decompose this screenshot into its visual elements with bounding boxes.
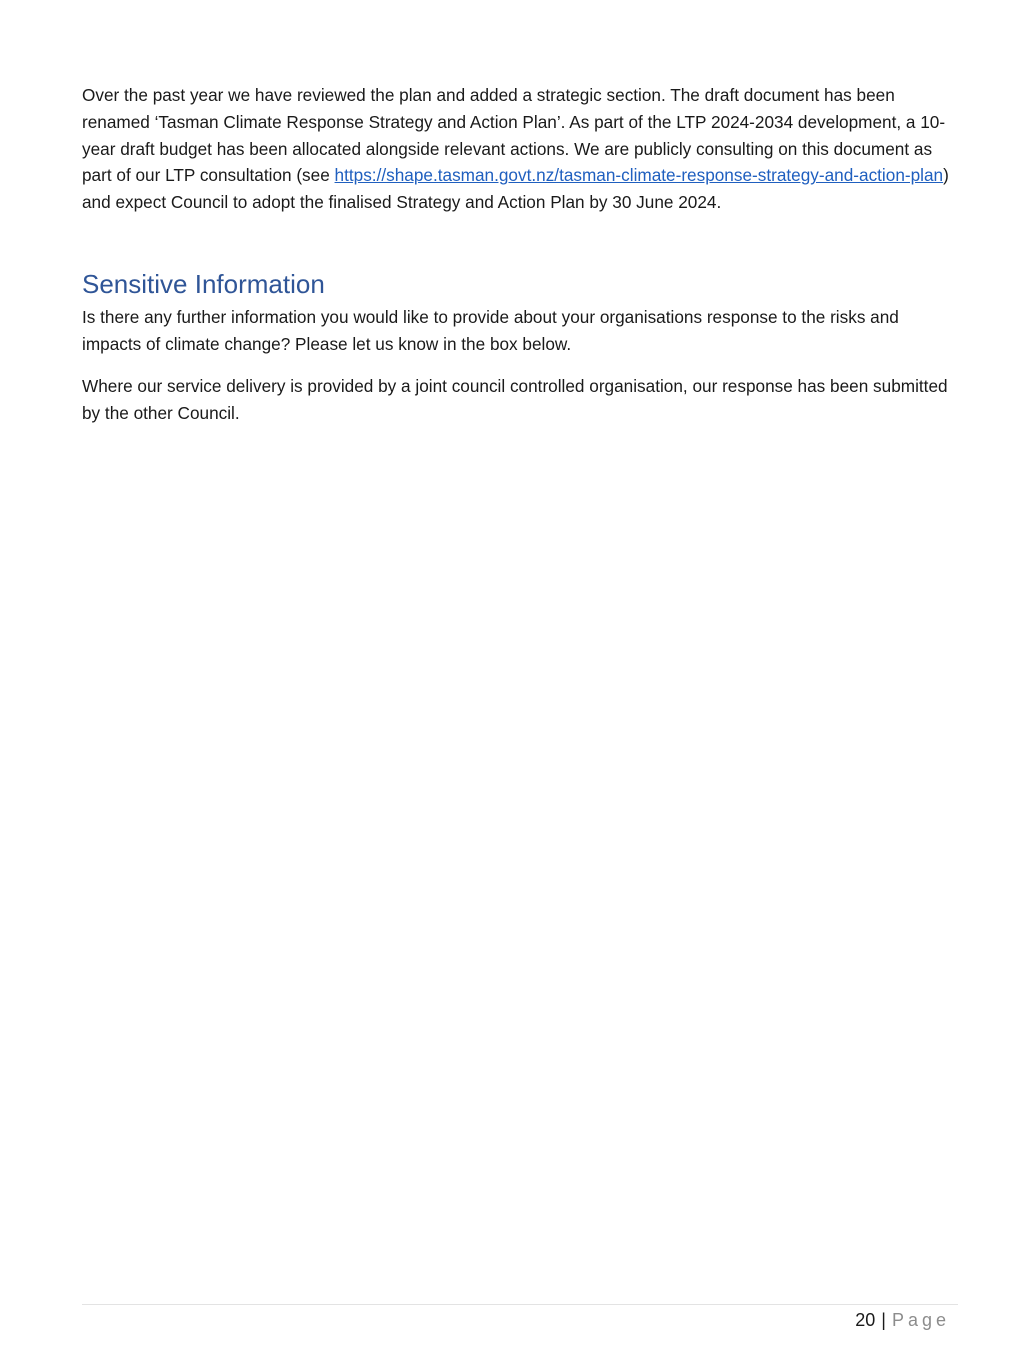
footer-separator: |	[881, 1310, 886, 1330]
strategy-link[interactable]: https://shape.tasman.govt.nz/tasman-climate-response-strategy-and-action-plan	[334, 165, 944, 186]
page-footer	[855, 1307, 950, 1333]
intro-text-start: Over the past year we have reviewed the plan and added a strategic section. The draft document has been renamed ‘Tasman Climate Response Strategy and Action Plan’. As part of the LTP 2024-2034 development, a 10-year draft budget has been allocated alongside relevant actions. We are publicly consulting on this document as part of our LTP consultation (see	[82, 85, 946, 186]
question-paragraph: Is there any further information you would like to provide about your organisations response to the risks and impacts of climate change? Please let us know in the box below.	[82, 307, 899, 354]
jcco-paragraph: Where our service delivery is provided by a joint council controlled organisation, our response has been submitted by the other Council.	[82, 376, 948, 423]
section-heading: Sensitive Information	[82, 269, 325, 299]
intro-paragraph	[82, 82, 962, 216]
page-number: 20	[855, 1310, 876, 1330]
footer-divider	[82, 1304, 958, 1305]
intro-text-end: ) and expect Council to adopt the finalised Strategy and Action Plan by 30 June 2024.	[82, 165, 949, 213]
page-label: Page	[891, 1310, 950, 1330]
